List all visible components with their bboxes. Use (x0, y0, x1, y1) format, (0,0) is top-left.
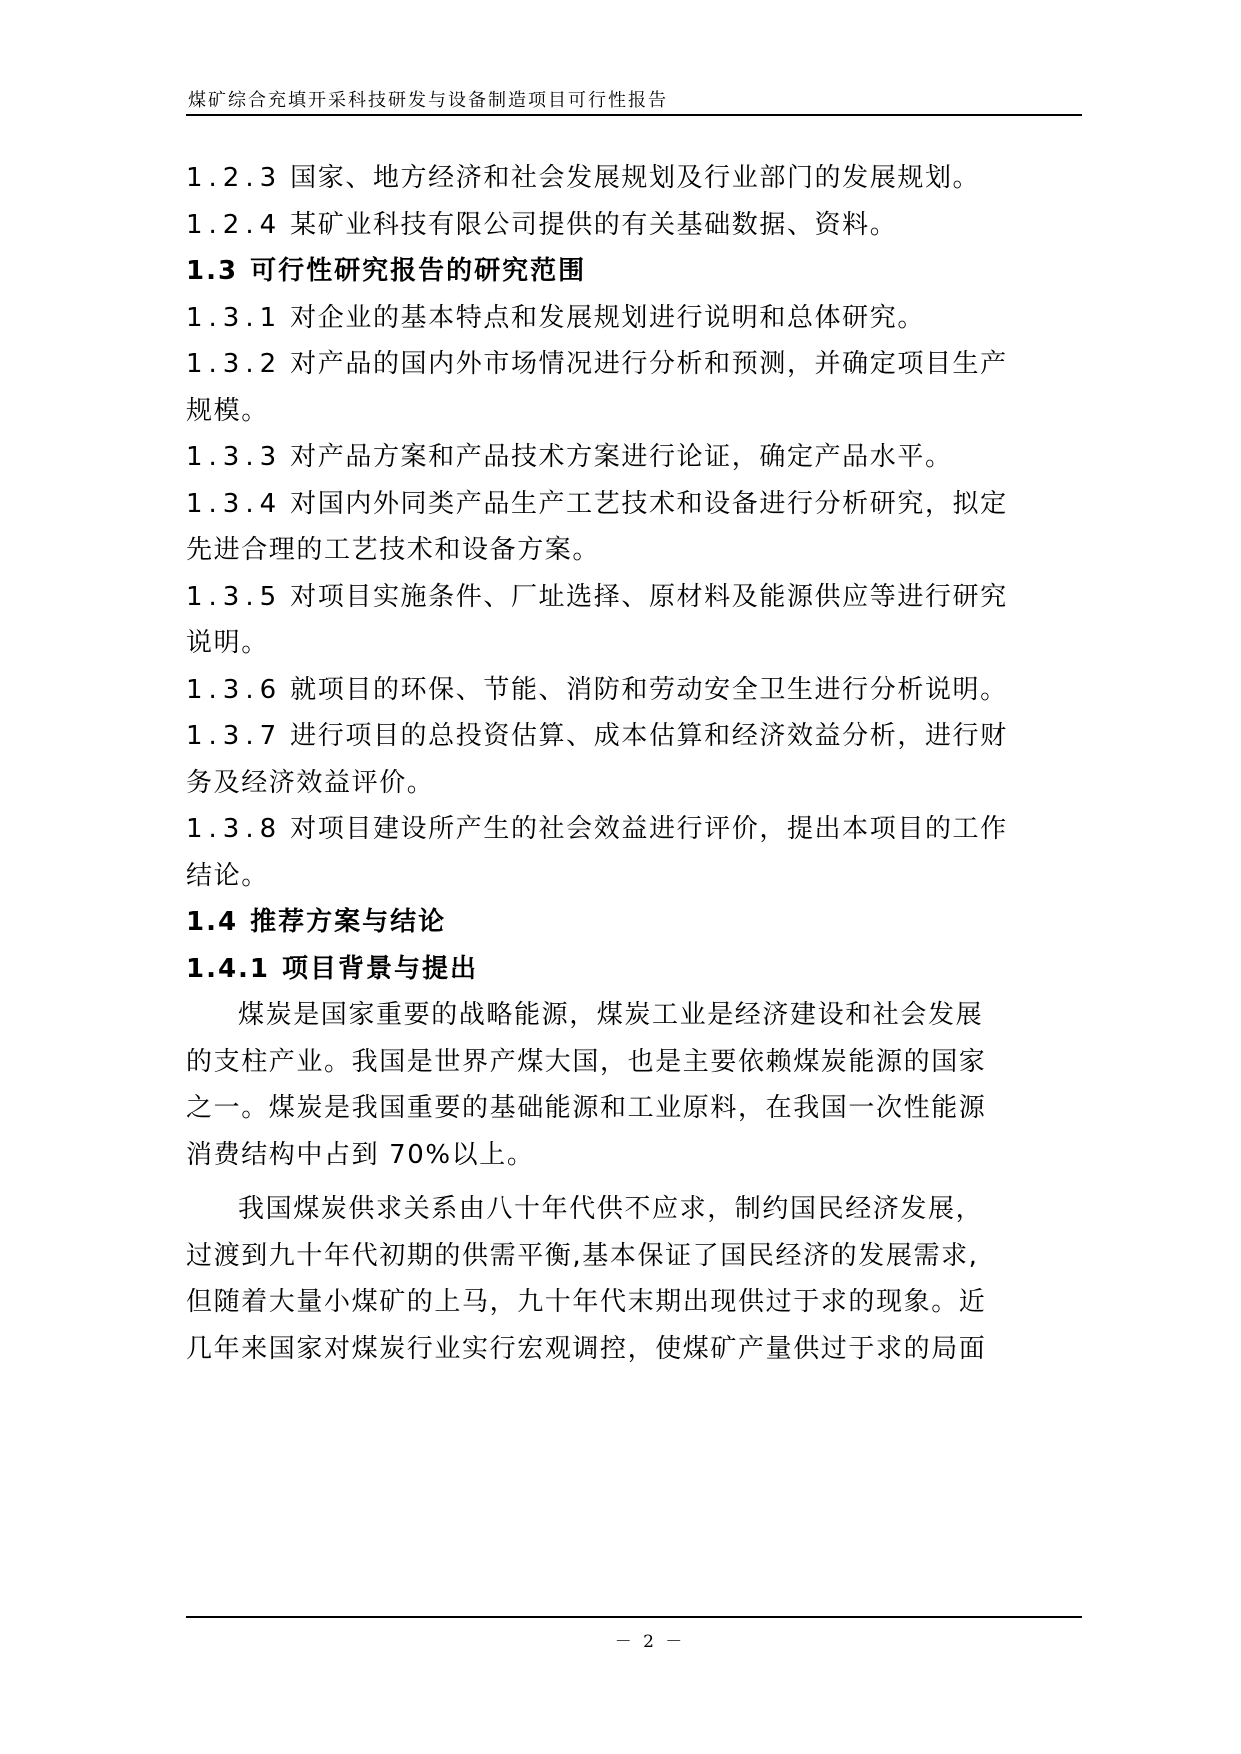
item-number: 1.3.6 (186, 674, 283, 705)
item-number: 1.3.7 (186, 721, 283, 751)
item-text: 进行项目的总投资估算、成本估算和经济效益分析，进行财 (290, 721, 1008, 751)
paragraph-line: 之一。煤炭是我国重要的基础能源和工业原料，在我国一次性能源 (186, 1093, 987, 1123)
list-item-continuation: 务及经济效益评价。 (186, 767, 435, 798)
list-item (186, 202, 1086, 249)
paragraph-line: 过渡到九十年代初期的供需平衡,基本保证了国民经济的发展需求, (186, 1240, 979, 1271)
list-item (186, 434, 1086, 481)
list-item (186, 155, 1086, 202)
section-title: 可行性研究报告的研究范围 (250, 256, 587, 286)
item-number: 1.3.8 (186, 814, 283, 844)
running-header: 煤矿综合充填开采科技研发与设备制造项目可行性报告 (188, 90, 668, 111)
paragraph-line: 消费结构中占到 70%以上。 (186, 1139, 535, 1170)
list-item-continuation: 说明。 (186, 628, 269, 658)
item-number: 1.3.3 (186, 442, 283, 472)
item-text: 对项目实施条件、厂址选择、原材料及能源供应等进行研究 (290, 581, 1008, 612)
body-paragraph (186, 1186, 1086, 1372)
item-number: 1.2.4 (186, 209, 283, 240)
item-number: 1.3.4 (186, 488, 283, 519)
list-item-continuation: 先进合理的工艺技术和设备方案。 (186, 535, 601, 565)
list-item-continuation: 结论。 (186, 860, 269, 891)
subsection-heading (186, 946, 1086, 993)
paragraph-line: 我国煤炭供求关系由八十年代供不应求，制约国民经济发展， (238, 1194, 984, 1224)
subsection-title: 项目背景与提出 (282, 953, 479, 984)
page-number: － 2 － (614, 1632, 686, 1652)
section-number: 1.3 (186, 256, 239, 286)
list-item (186, 295, 1086, 342)
body-paragraph (186, 992, 1086, 1178)
item-text: 对产品的国内外市场情况进行分析和预测，并确定项目生产 (290, 349, 1008, 379)
list-item (186, 341, 1086, 388)
item-text: 国家、地方经济和社会发展规划及行业部门的发展规划。 (290, 163, 981, 193)
item-text: 对国内外同类产品生产工艺技术和设备进行分析研究，拟定 (290, 488, 1008, 519)
paragraph-line: 煤炭是国家重要的战略能源，煤炭工业是经济建设和社会发展 (238, 1000, 984, 1030)
list-item (186, 574, 1086, 621)
item-number: 1.3.5 (186, 581, 283, 612)
item-text: 就项目的环保、节能、消防和劳动安全卫生进行分析说明。 (290, 674, 1008, 705)
list-item (186, 667, 1086, 714)
list-item (186, 481, 1086, 528)
list-item-continuation: 规模。 (186, 395, 269, 426)
item-text: 对企业的基本特点和发展规划进行说明和总体研究。 (290, 302, 925, 333)
item-text: 对项目建设所产生的社会效益进行评价，提出本项目的工作 (290, 814, 1008, 844)
list-item (186, 806, 1086, 853)
item-text: 对产品方案和产品技术方案进行论证，确定产品水平。 (290, 442, 953, 472)
document-body (186, 155, 1086, 1372)
paragraph-line: 但随着大量小煤矿的上马，九十年代末期出现供过于求的现象。近 (186, 1287, 987, 1317)
paragraph-spacer (186, 1178, 1086, 1186)
footer-divider (186, 1616, 1082, 1618)
item-number: 1.3.2 (186, 349, 283, 379)
paragraph-line: 的支柱产业。我国是世界产煤大国，也是主要依赖煤炭能源的国家 (186, 1046, 987, 1077)
list-item (186, 713, 1086, 760)
section-number: 1.4 (186, 907, 239, 937)
item-number: 1.2.3 (186, 163, 283, 193)
section-heading (186, 899, 1086, 946)
header-divider (186, 114, 1082, 116)
paragraph-line: 几年来国家对煤炭行业实行宏观调控，使煤矿产量供过于求的局面 (186, 1333, 987, 1364)
section-heading (186, 248, 1086, 295)
section-title: 推荐方案与结论 (250, 907, 447, 937)
item-text: 某矿业科技有限公司提供的有关基础数据、资料。 (290, 209, 898, 240)
subsection-number: 1.4.1 (186, 953, 271, 984)
item-number: 1.3.1 (186, 302, 283, 333)
